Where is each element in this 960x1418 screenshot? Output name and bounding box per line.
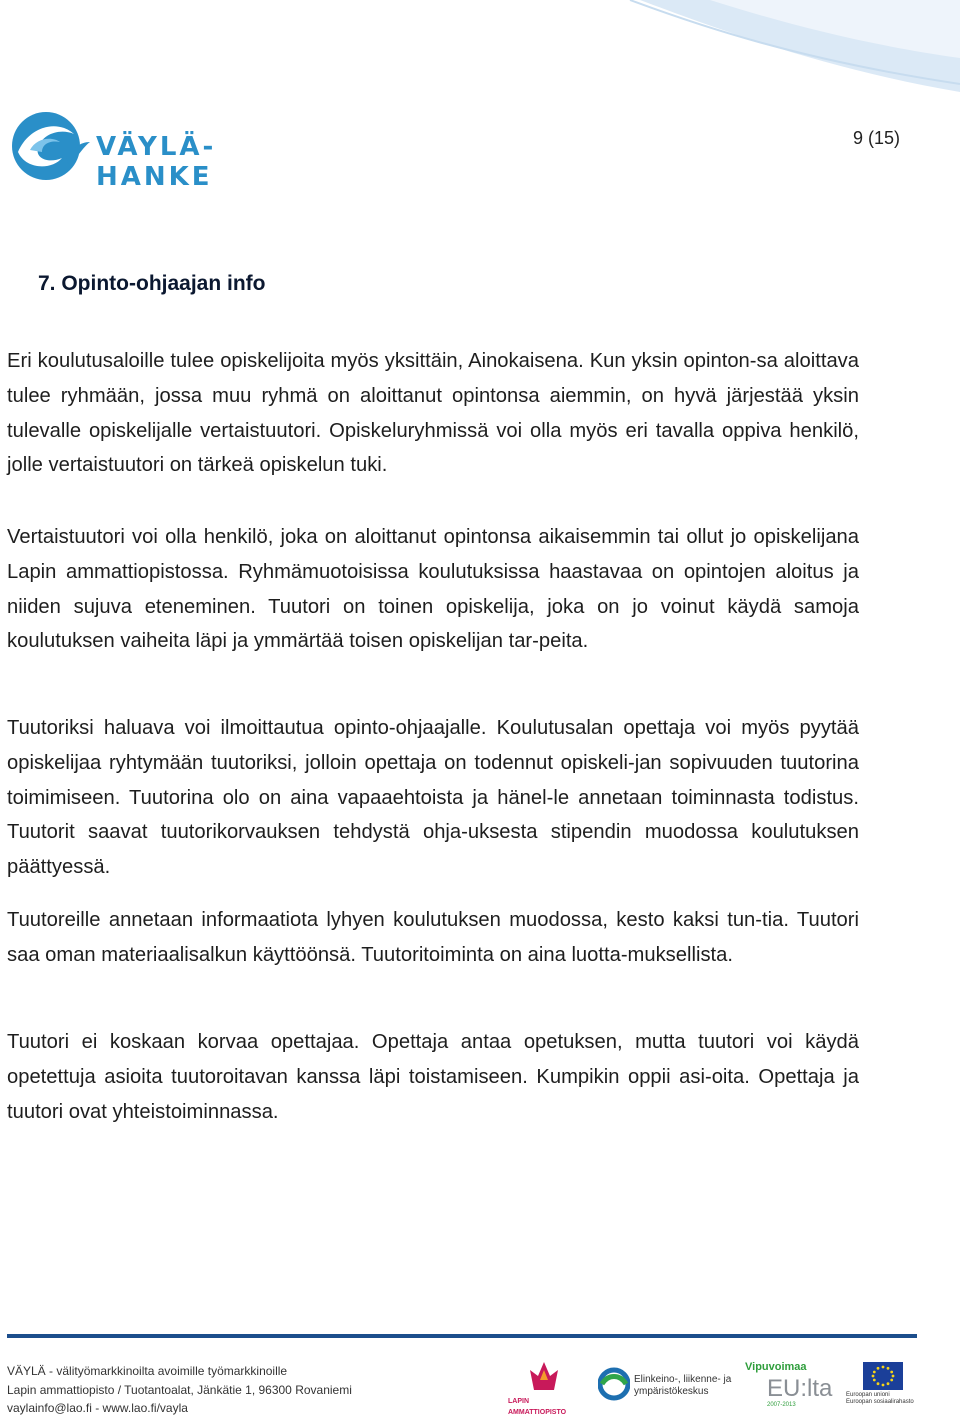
ely-text-line-2: ympäristökeskus — [634, 1386, 709, 1397]
vipuvoimaa-logo — [745, 1360, 841, 1408]
lapin-ammattiopisto-logo — [508, 1360, 588, 1416]
paragraph-4: Tuutoreille annetaan informaatiota lyhyen koulutuksen muodossa, kesto kaksi tun-tia. Tuutori saa oman materiaalisalkun käyttöönsä. Tuutoritoiminta on aina luotta-muksellista. — [7, 909, 859, 966]
euroopan-unioni-logo — [846, 1360, 920, 1408]
ely-swirl-icon — [598, 1366, 630, 1402]
eu-flag-icon — [863, 1362, 903, 1390]
ely-text-line-1: Elinkeino-, liikenne- ja — [634, 1374, 732, 1385]
vipuvoimaa-text: Vipuvoimaa — [745, 1361, 807, 1373]
header-swoosh-decoration — [600, 0, 960, 110]
eu-union-text-1: Euroopan unioni — [846, 1392, 890, 1398]
eu-years-text: 2007-2013 — [767, 1402, 796, 1408]
page-number: 9 (15) — [852, 128, 900, 148]
paragraph-2: Vertaistuutori voi olla henkilö, joka on aloittanut opintonsa aikaisemmin tai ollut jo opiskelijana Lapin ammattiopistossa. Ryhmämuotoisissa koulutuksissa haastavaa on opintojen aloitus ja niiden sujuva eteneminen. Tuutori on toinen opiskelija, joka on jo voinut käydä samoja koulutuksen vaiheita läpi ja ymmärtää toisen opiskelijan tar-peita. — [7, 526, 859, 653]
vayla-hanke-logo — [8, 108, 328, 192]
eu-lta-text: EU:lta — [767, 1375, 833, 1402]
paragraph-5: Tuutori ei koskaan korvaa opettajaa. Opettaja antaa opetuksen, mutta tuutori voi käydä opetettuja asioita tuutoroitavan kanssa läpi toistamiseen. Kumpikin oppii asi-oita. Opettaja ja tuutori ovat yhteistoiminnassa. — [7, 1031, 859, 1123]
footer-divider — [7, 1334, 917, 1338]
lapin-flame-icon — [524, 1360, 564, 1394]
ely-keskus-logo — [598, 1360, 738, 1408]
section-heading: 7. Opinto-ohjaajan info — [38, 272, 266, 295]
paragraph-3: Tuutoriksi haluava voi ilmoittautua opinto-ohjaajalle. Koulutusalan opettaja voi myös pyytää opiskelijaa ryhtymään tuutoriksi, jolloin opettaja on todennut opiskeli-jan sopivuuden tuutorina toimimiseen. Tuutorina olo on aina vapaaehtoista ja hänel-le annetaan toiminnasta todistus. Tuutorit saavat tuutorikorvauksen tehdystä ohja-uksesta stipendin muodossa koulutuksen päättyessä. — [7, 717, 859, 879]
eu-union-text-2: Euroopan sosiaalirahasto — [846, 1399, 914, 1405]
footer-project-line: VÄYLÄ - välityömarkkinoilta avoimille työmarkkinoille — [7, 1364, 288, 1378]
logo-wordmark: VÄYLÄ-HANKE — [96, 132, 217, 192]
lapin-logo-text: LAPIN AMMATTIOPISTO — [508, 1398, 567, 1416]
footer-address-line: Lapin ammattiopisto / Tuotantoalat, Jänkätie 1, 96300 Rovaniemi — [7, 1383, 352, 1397]
paragraph-1: Eri koulutusaloille tulee opiskelijoita myös yksittäin, Ainokaisena. Kun yksin opinton-sa aloittava tulee ryhmään, jossa muu ryhmä on aloittanut opintonsa aiemmin, on hyvä järjestää yksin tulevalle opiskelijalle vertaistuutori. Opiskeluryhmissä voi olla myös eri tavalla oppiva henkilö, jolle vertaistuutori on tärkeä opiskelun tuki. — [7, 350, 859, 477]
footer-contact-line: vaylainfo@lao.fi - www.lao.fi/vayla — [7, 1401, 188, 1415]
wave-logo-icon — [8, 108, 92, 184]
